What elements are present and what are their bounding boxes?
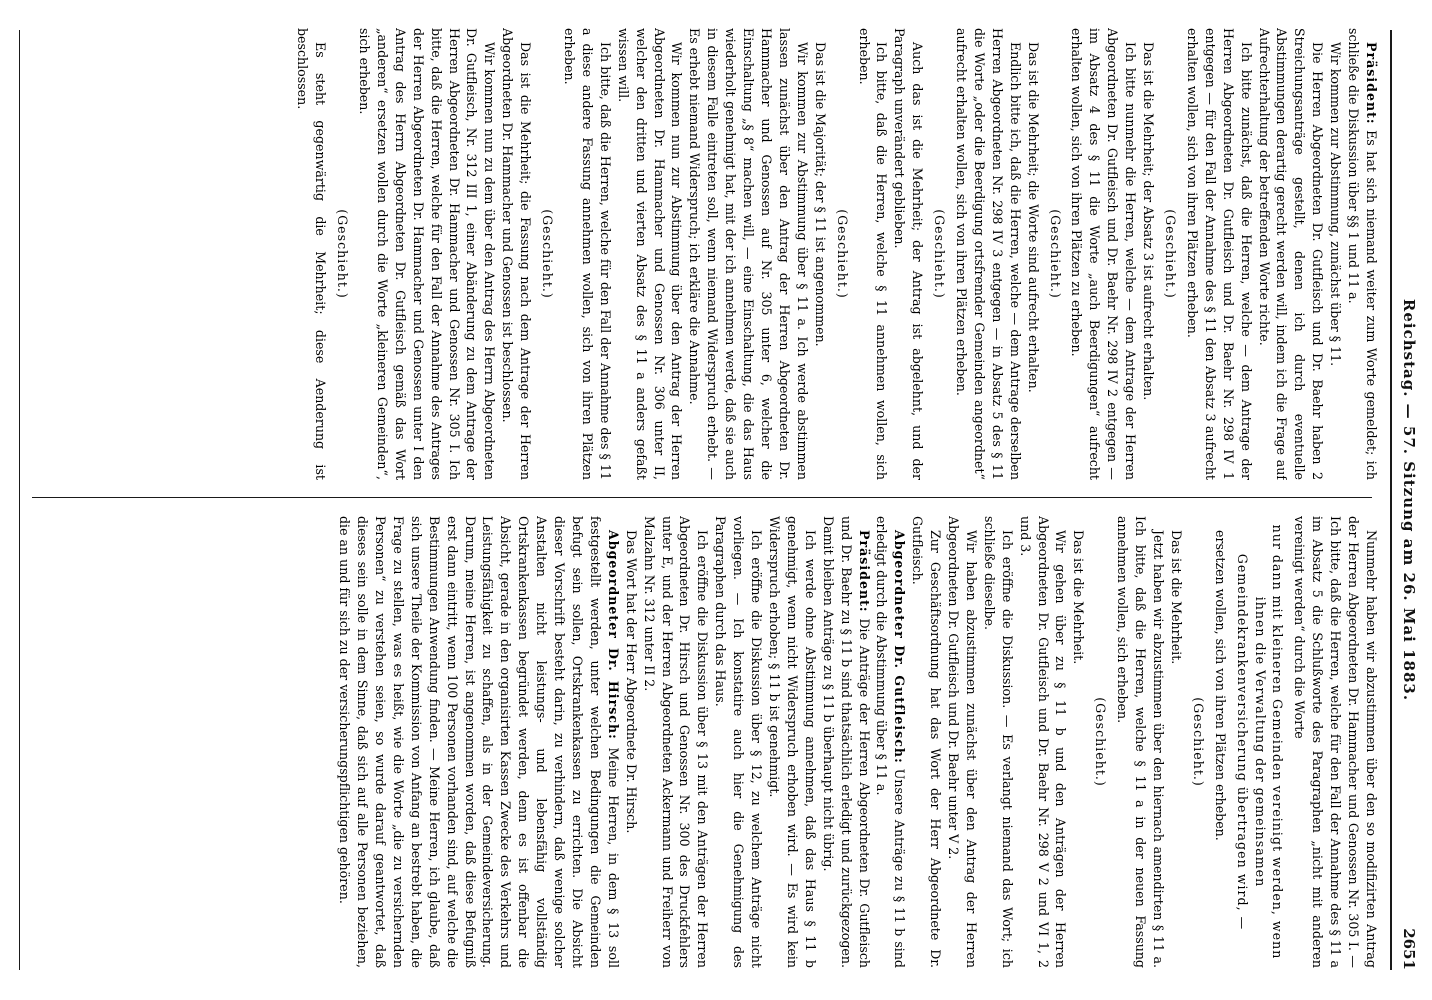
- paragraph: Ich bitte, daß die Herren, welche für den Fall der Annahme des § 11 a diese andere Fassung annehmen wollen, sich von ihren Plätzen erheben.: [562, 28, 613, 480]
- paragraph: Ich bitte zunächst, daß die Herren, welche — dem Antrage der Herren Abgeordneten Dr. Gutfleisch und Dr. Baehr Nr. 298 IV 1 entgegen — für den Fall der Annahme des § 11 den Absatz 3 aufrecht erhalten wollen, sich von ihren Plätzen erheben.: [1184, 28, 1254, 480]
- right-column: [30, 516, 1380, 968]
- paragraph: Ich eröffne die Diskussion über § 12, zu welchem Anträge nicht vorliegen. — Ich konstatire auch hier die Genehmigung des Paragraphen durch das Haus.: [713, 516, 765, 968]
- page-number: 2651: [1400, 928, 1418, 970]
- paragraph: Das Wort hat der Herr Abgeordnete Dr. Hirsch.: [623, 530, 639, 834]
- paragraph: Ich bitte, daß die Herren, welche § 11 annehmen wollen, sich erheben.: [856, 28, 890, 480]
- stage-direction: (Geschieht.): [540, 209, 556, 299]
- stage-direction: (Geschieht.): [1190, 697, 1206, 787]
- header-rule: [1390, 30, 1392, 970]
- paragraph: Das ist die Majorität; der § 11 ist angenommen.: [812, 42, 828, 347]
- paragraph: Die Herren Abgeordneten Dr. Gutfleisch und Dr. Baehr haben 2 Streichungsanträge gestellt, denen ich durch eventuelle Abstimmungen derartig gerecht werden will, indem ich die Frage auf Aufrechterhaltung der betreffenden Worte richte.: [1256, 28, 1326, 480]
- paragraph: Jetzt haben wir abzustimmen über den hiernach amendirten § 11 a. Ich bitte, daß die Herren, welche § 11 a in der neuen Fassung annehmen wollen, sich erheben.: [1115, 516, 1167, 968]
- paragraph: Ich werde ohne Abstimmung annehmen, daß das Haus § 11 b genehmigt, wenn nicht Widerspruch erhoben wird. — Es wird kein Widerspruch erhoben; § 11 b ist genehmigt.: [767, 516, 818, 968]
- paragraph: Ich bitte nunmehr die Herren, welche — dem Antrage der Herren Abgeordneten Dr. Gutfleisch und Dr. Baehr Nr. 298 IV 2 entgegen — im Absatz 4 des § 11 die Worte „auch Beerdigungen“ aufrecht erhalten wollen, sich von ihren Plätzen zu erheben.: [1069, 28, 1139, 480]
- stage-direction: nur dann mit kleineren Gemeinden vereinigt werden, wenn ihnen die Verwaltung der gemeinsamen Gemeindekrankenversicherung übertragen wird, —: [1234, 524, 1286, 960]
- running-header: [1396, 30, 1424, 970]
- column-divider: [32, 497, 1372, 498]
- paragraph: Ich eröffne die Diskussion. — Es verlangt niemand das Wort; ich schließe dieselbe.: [981, 516, 1015, 968]
- stage-direction: (Geschieht.): [1093, 697, 1109, 787]
- header-title: Reichstag. — 57. Sitzung am 26. Mai 1883.: [1400, 298, 1418, 702]
- speaker-name: Präsident:: [856, 530, 872, 613]
- paragraph: Das ist die Mehrheit.: [1168, 530, 1184, 665]
- paragraph: Wir kommen zur Abstimmung, zunächst über § 11.: [1328, 42, 1344, 367]
- speech-paragraph: [873, 516, 909, 968]
- speech-paragraph: [819, 516, 873, 968]
- paragraph: Es steht gegenwärtig die Mehrheit; diese Aenderung ist beschlossen.: [295, 28, 329, 480]
- stage-direction: (Geschieht.): [834, 209, 850, 299]
- stage-direction: (Geschieht.): [335, 209, 351, 299]
- paragraph: Nunmehr haben wir abzustimmen über den so modifizirten Antrag der Herren Abgeordneten Dr. Hammacher und Genossen Nr. 305 I. — Ich bitte, daß die Herren, welche für den Fall der Annahme des § 11 a im Absatz 5 die Schlußworte des Paragraphen „nicht mit anderen vereinigt werden“ durch die Worte: [1292, 516, 1379, 968]
- speaker-name: Abgeordneter Dr. Gutfleisch:: [892, 530, 908, 764]
- speech-text: Es hat sich niemand weiter zum Worte gemeldet; ich schließe die Diskussion über §§ 1 und 11 a.: [1346, 28, 1379, 480]
- speech-paragraph: [1344, 28, 1380, 480]
- paragraph: Ich eröffne die Diskussion über § 13 mit den Anträgen der Herren Abgeordneten Dr. Hirsch und Genossen Nr. 300 des Druckfehlers unter E, und der Herren Abgeordneten Ackermann und Freiherr von Malzahn Nr. 312 unter II 2.: [641, 516, 711, 968]
- paragraph: Das ist die Mehrheit; der Absatz 3 ist aufrecht erhalten.: [1141, 42, 1157, 401]
- speech-text: Meine Herren, in dem § 13 soll festgestellt werden, unter welchen Bedingungen die Gemeinden befugt sein sollen, Ortskrankenkassen zu errichten. Die Absicht dieser Vorschrift besteht darin, zu verhindern, daß wenige solcher Anstalten nicht leistungs- und lebensfähig vollständig Ortskrankenkassen begründet werden, denn es ist offenbar die Absicht, gerade in den organisirten Kassen Zwecke des Verkehrs und Leistungsfähigkeit zu schaffen, als in der Gemeindeversicherung. Darum, meine Herren, ist angenommen worden, daß diese Befugniß erst dann eintritt, wenn 100 Personen vorhanden sind, auf welche die Bestimmungen Anwendung finden. — Meine Herren, ich glaube, daß sich unsere Theile der Kommission von Anfang an bestrebt haben, die Frage zu stellen, was es heißt, wie die Worte „die zu versichernden Personen“ zu verstehen seien, so wurde darauf geantwortet, daß dieses sein solle in dem Sinne, daß sich auf alle Personen beziehen, die an und für sich zu der versicherungspflichtigen gehören.: [337, 516, 621, 968]
- paragraph: Zur Geschäftsordnung hat das Wort der Herr Abgeordnete Dr. Gutfleisch.: [910, 516, 944, 968]
- bottom-rule: [19, 30, 20, 970]
- speech-paragraph: [335, 516, 622, 968]
- speech-text: Die Anträge der Herren Abgeordneten Dr. Gutfleisch und Dr. Baehr zu § 11 b sind thatsächlich erledigt und zurückgezogen. Damit bleiben Anträge zu § 11 b überhaupt nicht übrig.: [820, 516, 872, 968]
- speech-text: Unsere Anträge zu § 11 b sind erledigt durch die Abstimmung über § 11 a.: [874, 516, 908, 968]
- paragraph: Wir kommen zur Abstimmung über § 11 a. Ich werde abstimmen lassen zunächst über den Antrag der Herren Abgeordneten Dr. Hammacher und Genossen auf Nr. 305 unter 6, welcher die Einschaltung „§ 8“ machen will, — eine Einschaltung, die das Haus wiederholt genehmigt hat, mit der ich annehmen werde, daß sie auch in diesem Falle eintreten soll, wenn niemand Widerspruch erhebt. — Es erhebt niemand Widerspruch; ich erkläre die Annahme.: [687, 28, 810, 480]
- paragraph: Das ist die Mehrheit.: [1071, 530, 1087, 665]
- paragraph: Das ist die Mehrheit; die Worte sind aufrecht erhalten.: [1025, 42, 1041, 393]
- speaker-name: Abgeordneter Dr. Hirsch:: [605, 530, 621, 740]
- paragraph: Wir kommen nun zu dem über den Antrag des Herrn Abgeordneten Dr. Gutfleisch, Nr. 312 III 1, einer Abänderung zu dem Antrage der Herren Abgeordneten Dr. Hammacher und Genossen Nr. 305 I. Ich bitte, daß die Herren, welche für den Fall der Annahme des Antrages der Herren Abgeordneten Dr. Hammacher und Genossen unter I den Antrag des Herrn Abgeordneten Dr. Gutfleisch gemäß das Wort „anderen“ ersetzen wollen durch die Worte „kleineren Gemeinden“, sich erheben.: [357, 28, 498, 480]
- stage-direction: (Geschieht.): [1047, 209, 1063, 299]
- speaker-name: Präsident:: [1364, 42, 1379, 125]
- left-column: [30, 28, 1380, 480]
- stage-direction: (Geschieht.): [932, 209, 948, 299]
- paragraph: Das ist die Mehrheit; die Fassung nach dem Antrage der Herren Abgeordneten Dr. Hammacher und Genossen ist beschlossen.: [500, 28, 534, 480]
- paragraph: ersetzen wollen, sich von ihren Plätzen erheben.: [1212, 530, 1228, 841]
- stage-direction: (Geschieht.): [1163, 209, 1179, 299]
- paragraph: Wir haben abzustimmen zunächst über den Antrag der Herren Abgeordneten Dr. Gutfleisch und Dr. Baehr unter V 2.: [946, 516, 979, 968]
- paragraph: Wir gehen über zu § 11 b und den Anträgen der Herren Abgeordneten Dr. Gutfleisch und Dr. Baehr Nr. 298 V 2 und VI 1, 2 und 3.: [1017, 516, 1069, 968]
- paragraph: Auch das ist die Mehrheit; der Antrag ist abgelehnt, und der Paragraph unverändert geblieben.: [892, 28, 926, 480]
- paragraph: Endlich bitte ich, daß die Herren, welche — dem Antrage derselben Herren Abgeordneten Nr. 298 IV 3 entgegen — in Absatz 5 des § 11 die Worte „oder die Beerdigung ortsfremder Gemeinden angeordnet“ aufrecht erhalten wollen, sich von ihren Plätzen erheben.: [954, 28, 1023, 480]
- paragraph: Wir kommen nun zur Abstimmung über den Antrag der Herren Abgeordneten Dr. Hammacher und Genossen Nr. 306 unter II, welcher den dritten und vierten Absatz des § 11 a anders gefaßt wissen will.: [615, 28, 685, 480]
